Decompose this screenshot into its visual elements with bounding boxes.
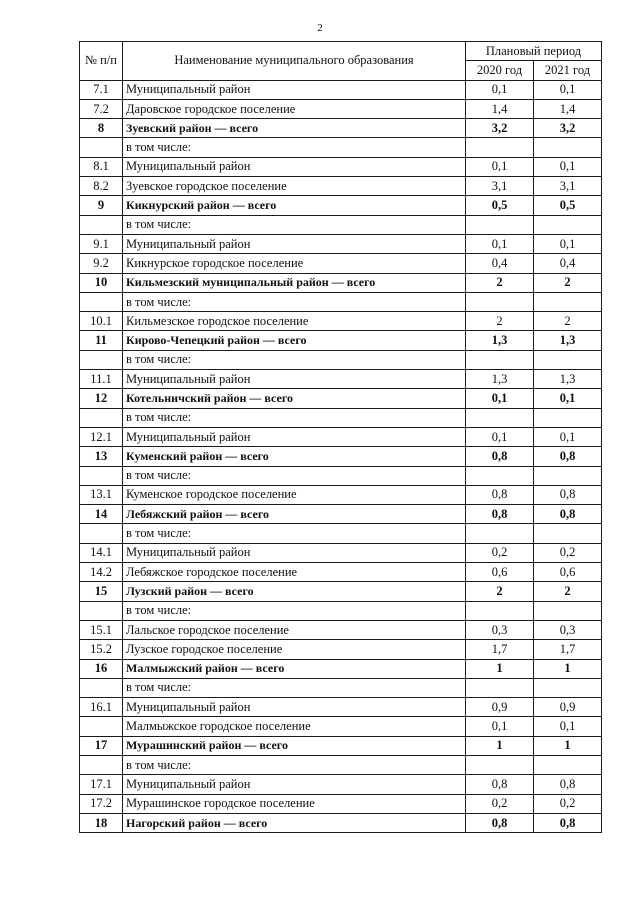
header-year-2021: 2021 год — [534, 61, 602, 80]
table-row-total — [80, 119, 602, 138]
row-value-2021: 0,4 — [534, 254, 602, 273]
table-row — [80, 427, 602, 446]
row-number: 12.1 — [80, 427, 123, 446]
row-value-2020: 0,4 — [466, 254, 534, 273]
row-name: Муниципальный район — [123, 698, 466, 717]
row-number — [80, 601, 123, 620]
table-row — [80, 350, 602, 369]
row-value-2021: 0,9 — [534, 698, 602, 717]
row-name: в том числе: — [123, 215, 466, 234]
row-value-2020: 0,5 — [466, 196, 534, 215]
row-name: в том числе: — [123, 292, 466, 311]
row-value-2020: 0,8 — [466, 813, 534, 832]
row-value-2021: 0,8 — [534, 813, 602, 832]
row-value-2021 — [534, 350, 602, 369]
row-name: Мурашинский район — всего — [123, 736, 466, 755]
row-value-2020: 0,1 — [466, 717, 534, 736]
row-name: Муниципальный район — [123, 543, 466, 562]
row-value-2021: 2 — [534, 582, 602, 601]
row-value-2020: 1,3 — [466, 331, 534, 350]
table-row — [80, 755, 602, 774]
row-value-2020 — [466, 601, 534, 620]
row-number — [80, 678, 123, 697]
row-number — [80, 466, 123, 485]
header-year-2020: 2020 год — [466, 61, 534, 80]
table-row — [80, 80, 602, 99]
row-value-2020: 0,3 — [466, 620, 534, 639]
header-num: № п/п — [80, 42, 123, 81]
row-name: в том числе: — [123, 678, 466, 697]
row-number: 9.1 — [80, 234, 123, 253]
table-row — [80, 466, 602, 485]
row-value-2021: 3,1 — [534, 177, 602, 196]
row-number: 13.1 — [80, 485, 123, 504]
row-value-2021: 0,1 — [534, 389, 602, 408]
row-name: Кильмезский муниципальный район — всего — [123, 273, 466, 292]
row-number: 10 — [80, 273, 123, 292]
row-value-2020: 2 — [466, 273, 534, 292]
table-row-total — [80, 582, 602, 601]
row-name: Лебяжский район — всего — [123, 505, 466, 524]
table-row — [80, 678, 602, 697]
table-row — [80, 640, 602, 659]
table-header — [80, 42, 602, 81]
row-value-2021: 1,3 — [534, 370, 602, 389]
row-value-2020: 3,2 — [466, 119, 534, 138]
table-row — [80, 563, 602, 582]
row-value-2021: 0,3 — [534, 620, 602, 639]
row-number: 14.1 — [80, 543, 123, 562]
row-number: 14.2 — [80, 563, 123, 582]
row-value-2021: 3,2 — [534, 119, 602, 138]
row-value-2020 — [466, 466, 534, 485]
row-name: Муниципальный район — [123, 80, 466, 99]
row-value-2021: 2 — [534, 312, 602, 331]
row-name: в том числе: — [123, 350, 466, 369]
row-value-2020: 2 — [466, 582, 534, 601]
table-row-total — [80, 505, 602, 524]
row-name: Лузский район — всего — [123, 582, 466, 601]
row-number — [80, 755, 123, 774]
row-number — [80, 408, 123, 427]
row-value-2020: 0,6 — [466, 563, 534, 582]
row-number: 8.1 — [80, 157, 123, 176]
row-value-2020: 0,1 — [466, 427, 534, 446]
row-number: 17.2 — [80, 794, 123, 813]
row-number: 13 — [80, 447, 123, 466]
row-value-2021: 0,1 — [534, 427, 602, 446]
row-name: Кильмезское городское поселение — [123, 312, 466, 331]
row-number: 8.2 — [80, 177, 123, 196]
row-number: 7.2 — [80, 99, 123, 118]
table-row-total — [80, 659, 602, 678]
table-row — [80, 177, 602, 196]
row-number: 15 — [80, 582, 123, 601]
row-value-2021 — [534, 678, 602, 697]
table-row — [80, 620, 602, 639]
row-number: 16 — [80, 659, 123, 678]
row-name: Кикнурское городское поселение — [123, 254, 466, 273]
row-value-2021: 1 — [534, 736, 602, 755]
row-value-2020: 0,8 — [466, 505, 534, 524]
row-value-2020: 0,1 — [466, 80, 534, 99]
row-number: 15.1 — [80, 620, 123, 639]
row-value-2020: 0,1 — [466, 157, 534, 176]
row-value-2021: 1,3 — [534, 331, 602, 350]
row-number: 18 — [80, 813, 123, 832]
row-value-2020: 0,2 — [466, 543, 534, 562]
header-name: Наименование муниципального образования — [123, 42, 466, 81]
table-row — [80, 775, 602, 794]
row-name: в том числе: — [123, 524, 466, 543]
table-row-total — [80, 196, 602, 215]
row-number: 17 — [80, 736, 123, 755]
row-name: Муниципальный район — [123, 427, 466, 446]
table-row — [80, 698, 602, 717]
row-value-2020: 0,1 — [466, 389, 534, 408]
row-name: в том числе: — [123, 138, 466, 157]
row-name: в том числе: — [123, 755, 466, 774]
row-number: 11 — [80, 331, 123, 350]
row-name: в том числе: — [123, 408, 466, 427]
row-value-2021: 0,8 — [534, 447, 602, 466]
table-row-total — [80, 813, 602, 832]
row-number: 7.1 — [80, 80, 123, 99]
row-value-2021 — [534, 524, 602, 543]
row-value-2020: 1,3 — [466, 370, 534, 389]
table-row-total — [80, 331, 602, 350]
table-body — [80, 80, 602, 833]
row-name: Лебяжское городское поселение — [123, 563, 466, 582]
row-value-2020 — [466, 292, 534, 311]
row-number — [80, 350, 123, 369]
row-number: 17.1 — [80, 775, 123, 794]
row-value-2020 — [466, 678, 534, 697]
table-row-total — [80, 273, 602, 292]
table-row — [80, 601, 602, 620]
row-name: Муниципальный район — [123, 234, 466, 253]
row-number — [80, 138, 123, 157]
row-value-2020 — [466, 215, 534, 234]
table-row — [80, 485, 602, 504]
row-number: 11.1 — [80, 370, 123, 389]
row-name: Муниципальный район — [123, 157, 466, 176]
row-value-2020: 3,1 — [466, 177, 534, 196]
row-name: Котельничский район — всего — [123, 389, 466, 408]
row-value-2020 — [466, 524, 534, 543]
row-value-2021: 0,1 — [534, 234, 602, 253]
row-name: Куменский район — всего — [123, 447, 466, 466]
row-value-2020: 0,8 — [466, 775, 534, 794]
header-period: Плановый период — [466, 42, 602, 61]
row-name: Муниципальный район — [123, 775, 466, 794]
row-value-2021: 1,7 — [534, 640, 602, 659]
row-value-2020: 0,8 — [466, 447, 534, 466]
row-value-2021: 0,6 — [534, 563, 602, 582]
row-value-2021 — [534, 755, 602, 774]
table-row — [80, 234, 602, 253]
row-value-2021: 0,1 — [534, 80, 602, 99]
row-name: в том числе: — [123, 466, 466, 485]
row-name: Кирово-Чепецкий район — всего — [123, 331, 466, 350]
row-name: Зуевский район — всего — [123, 119, 466, 138]
row-name: Муниципальный район — [123, 370, 466, 389]
row-value-2021 — [534, 292, 602, 311]
table-row — [80, 292, 602, 311]
table-row-total — [80, 389, 602, 408]
table-row — [80, 138, 602, 157]
table-row-total — [80, 736, 602, 755]
row-value-2021 — [534, 215, 602, 234]
table-row — [80, 312, 602, 331]
row-value-2020: 2 — [466, 312, 534, 331]
row-value-2021: 2 — [534, 273, 602, 292]
table-row — [80, 524, 602, 543]
row-name: Малмыжский район — всего — [123, 659, 466, 678]
row-value-2020 — [466, 408, 534, 427]
row-value-2021 — [534, 138, 602, 157]
row-value-2021: 0,2 — [534, 543, 602, 562]
table-row — [80, 99, 602, 118]
row-value-2021: 0,1 — [534, 717, 602, 736]
row-number — [80, 215, 123, 234]
table-row — [80, 408, 602, 427]
row-value-2021: 0,5 — [534, 196, 602, 215]
row-value-2020 — [466, 350, 534, 369]
row-value-2021: 0,8 — [534, 485, 602, 504]
row-number: 16.1 — [80, 698, 123, 717]
row-name: Зуевское городское поселение — [123, 177, 466, 196]
row-name: Нагорский район — всего — [123, 813, 466, 832]
row-value-2020: 0,2 — [466, 794, 534, 813]
row-value-2020: 0,8 — [466, 485, 534, 504]
row-name: Мурашинское городское поселение — [123, 794, 466, 813]
row-number — [80, 292, 123, 311]
row-number — [80, 717, 123, 736]
row-value-2021: 0,2 — [534, 794, 602, 813]
row-number: 9 — [80, 196, 123, 215]
row-value-2021: 0,1 — [534, 157, 602, 176]
row-value-2020: 0,9 — [466, 698, 534, 717]
allocation-table — [79, 41, 602, 833]
row-name: Куменское городское поселение — [123, 485, 466, 504]
row-name: Даровское городское поселение — [123, 99, 466, 118]
table-row — [80, 157, 602, 176]
table-row — [80, 717, 602, 736]
row-value-2021: 1,4 — [534, 99, 602, 118]
row-name: Лузское городское поселение — [123, 640, 466, 659]
row-value-2020: 0,1 — [466, 234, 534, 253]
row-number: 15.2 — [80, 640, 123, 659]
row-name: Малмыжское городское поселение — [123, 717, 466, 736]
page-number: 2 — [317, 22, 323, 34]
row-value-2020: 1 — [466, 736, 534, 755]
table-row — [80, 254, 602, 273]
row-value-2021: 1 — [534, 659, 602, 678]
table-row — [80, 215, 602, 234]
row-value-2020: 1,7 — [466, 640, 534, 659]
row-number: 10.1 — [80, 312, 123, 331]
row-number: 14 — [80, 505, 123, 524]
row-number — [80, 524, 123, 543]
row-value-2020: 1,4 — [466, 99, 534, 118]
row-number: 9.2 — [80, 254, 123, 273]
row-value-2021: 0,8 — [534, 775, 602, 794]
row-name: в том числе: — [123, 601, 466, 620]
row-value-2021 — [534, 601, 602, 620]
row-name: Кикнурский район — всего — [123, 196, 466, 215]
table-row — [80, 370, 602, 389]
row-number: 8 — [80, 119, 123, 138]
row-value-2021: 0,8 — [534, 505, 602, 524]
table-row-total — [80, 447, 602, 466]
row-number: 12 — [80, 389, 123, 408]
table-row — [80, 794, 602, 813]
row-value-2021 — [534, 408, 602, 427]
row-name: Лальское городское поселение — [123, 620, 466, 639]
table-row — [80, 543, 602, 562]
row-value-2021 — [534, 466, 602, 485]
row-value-2020: 1 — [466, 659, 534, 678]
row-value-2020 — [466, 755, 534, 774]
row-value-2020 — [466, 138, 534, 157]
